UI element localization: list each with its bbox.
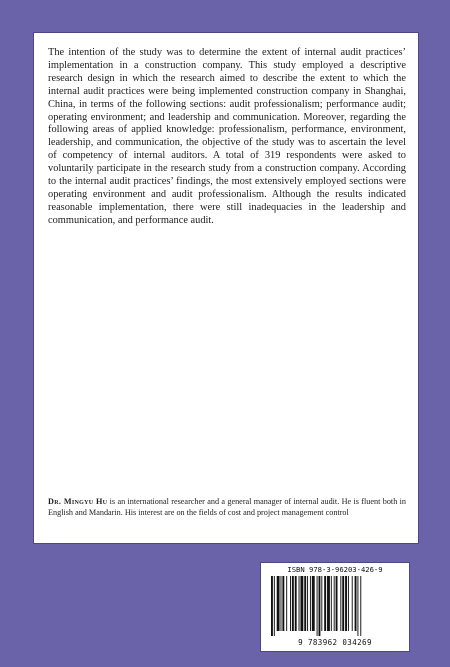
author-bio bbox=[48, 496, 406, 518]
barcode-bar bbox=[342, 576, 344, 631]
barcode-bar bbox=[300, 576, 303, 631]
barcode-bar bbox=[345, 576, 347, 631]
barcode-bar bbox=[319, 576, 321, 636]
barcode-bar bbox=[295, 576, 297, 631]
barcode-bar bbox=[355, 576, 357, 631]
barcode-bar bbox=[304, 576, 306, 631]
barcode-bar bbox=[360, 576, 361, 636]
author-name: Dr. Mingyu Hu bbox=[48, 497, 108, 506]
barcode-bar bbox=[292, 576, 294, 631]
barcode-bar bbox=[307, 576, 308, 631]
barcode-bar bbox=[312, 576, 315, 631]
barcode-bar bbox=[290, 576, 291, 631]
barcode-bar bbox=[357, 576, 358, 636]
barcode-bar bbox=[299, 576, 300, 631]
barcode-bar bbox=[271, 576, 273, 636]
barcode-digits: 9 783962 034269 bbox=[298, 638, 372, 647]
barcode-bar bbox=[348, 576, 349, 631]
barcode-bar bbox=[324, 576, 326, 631]
back-cover-panel bbox=[33, 32, 419, 544]
barcode-bar bbox=[331, 576, 332, 631]
barcode-bar bbox=[340, 576, 341, 631]
isbn-text: ISBN 978-3-96203-426-9 bbox=[287, 565, 383, 574]
barcode-bar bbox=[274, 576, 275, 636]
abstract-text: The intention of the study was to determine the extent of internal audit practices’ implementation in a construction company. This study employed a descriptive research design in which the research aimed to describe the extent to which the internal audit practices were being implemented construction company in Shanghai, China, in terms of the following sections: audit professionalism; performance audit; operating environment; and leadership and communication. Moreover, regarding the following areas of applied knowledge: professionalism, performance, environment, leadership, and communication, the objective of the study was to ascertain the level of competency of internal auditors. A total of 319 respondents were asked to voluntarily participate in the research study from a construction company. According to the internal audit practices’ findings, the most extensively employed sections were operating environment and audit professionalism. Although the results indicated reasonable implementation, there were still inadequacies in the leadership and communication, and performance audit. bbox=[48, 47, 406, 226]
barcode-bar bbox=[352, 576, 353, 631]
barcode-bar bbox=[310, 576, 311, 631]
author-bio-text: is an international researcher and a general manager of internal audit. He is fluent both in English and Mandarin. His interest are on the fields of cost and project management control bbox=[48, 497, 406, 517]
barcode-bar bbox=[281, 576, 282, 631]
barcode-graphic bbox=[269, 576, 403, 636]
barcode-bar bbox=[327, 576, 330, 631]
barcode-bar bbox=[336, 576, 338, 631]
barcode-label bbox=[260, 562, 410, 652]
barcode-bar bbox=[317, 576, 318, 636]
barcode-bar bbox=[334, 576, 335, 631]
barcode-bar bbox=[286, 576, 287, 631]
barcode-bar bbox=[282, 576, 284, 631]
barcode-bar bbox=[277, 576, 280, 631]
barcode-bar bbox=[321, 576, 322, 631]
